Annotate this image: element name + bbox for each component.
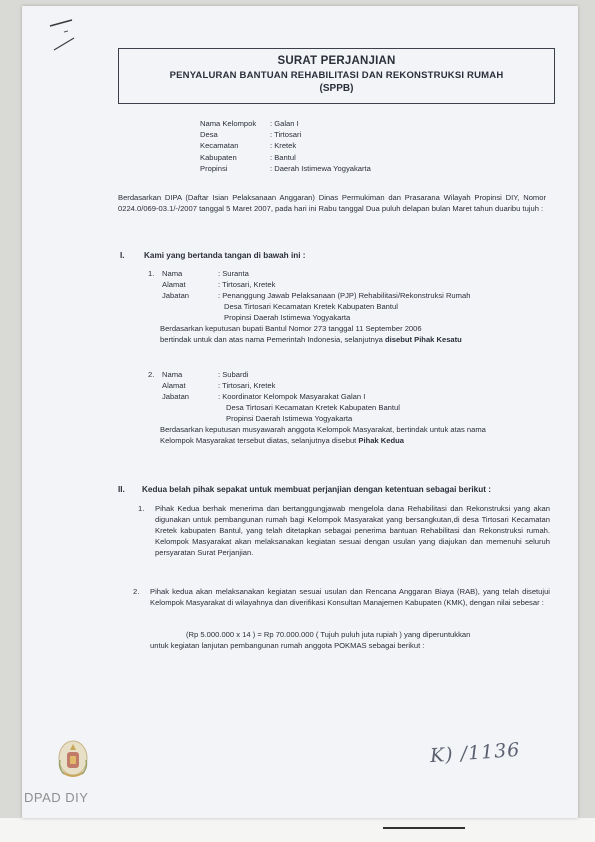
clause-text: Pihak kedua akan melaksanakan kegiatan sesuai usulan dan Rencana Anggaran Biaya (RAB), yang telah disetujui Kelompok Masyarakat di wilayahnya dan diverifikasi Konsultan Manajemen Kabupaten (KMK), dengan nilai sebesar : <box>150 587 550 607</box>
dpad-seal-emblem <box>54 738 92 784</box>
info-value: : Bantul <box>270 152 296 162</box>
party-role-text: bertindak untuk dan atas nama Pemerintah Indonesia, selanjutnya <box>160 335 386 344</box>
party-position-location: Desa Tirtosari Kecamatan Kretek Kabupaten Bantul <box>226 403 400 412</box>
clause-1 <box>138 503 550 558</box>
intro-paragraph: Berdasarkan DIPA (Daftar Isian Pelaksanaan Anggaran) Dinas Permukiman dan Prasarana Wilayah Propinsi DIY, Nomor 0224.0/069-03.1/-/2007 tanggal 5 Maret 2007, pada hari ini Rabu tanggal Dua puluh delapan bulan Maret tahun duaribu tujuh : <box>118 193 546 213</box>
clause-2 <box>133 586 550 608</box>
party-address: : Tirtosari, Kretek <box>218 381 276 390</box>
title-box <box>118 48 555 104</box>
handwritten-archive-code: K) /1136 <box>429 738 522 768</box>
party-position-province: Propinsi Daerah Istimewa Yogyakarta <box>224 313 351 322</box>
document-subtitle: PENYALURAN BANTUAN REHABILITASI DAN REKONSTRUKSI RUMAH <box>169 70 504 81</box>
section-1-heading <box>120 251 306 260</box>
field-label: Nama <box>162 370 183 379</box>
field-label: Jabatan <box>162 291 190 300</box>
bottom-mark <box>383 827 465 829</box>
amount-purpose-line: untuk kegiatan lanjutan pembangunan rumah anggota POKMAS sebagai berikut : <box>150 641 425 650</box>
party-1 <box>148 268 548 345</box>
info-label: Nama Kelompok <box>200 119 257 128</box>
group-info <box>200 118 371 174</box>
info-row <box>200 152 371 163</box>
info-row <box>200 129 371 140</box>
info-label: Kabupaten <box>200 152 237 162</box>
page-bottom-edge <box>0 818 595 842</box>
clause-number: 2. <box>133 587 140 596</box>
party-name: : Subardi <box>218 370 249 379</box>
info-label: Propinsi <box>200 163 228 173</box>
field-label: Nama <box>162 269 183 278</box>
section-number: I. <box>120 251 125 260</box>
archive-watermark: DPAD DIY <box>24 790 89 805</box>
party-address: : Tirtosari, Kretek <box>218 280 276 289</box>
section-title: Kedua belah pihak sepakat untuk membuat perjanjian dengan ketentuan sebagai berikut : <box>142 485 491 494</box>
party-2 <box>148 369 548 446</box>
field-label: Jabatan <box>162 392 190 401</box>
party-position: : Penanggung Jawab Pelaksanaan (PJP) Rehabilitasi/Rekonstruksi Rumah <box>218 291 471 300</box>
info-label: Desa <box>200 130 218 140</box>
party-number: 1. <box>148 269 155 278</box>
section-title: Kami yang bertanda tangan di bawah ini : <box>144 251 306 260</box>
party-name: : Suranta <box>218 269 249 278</box>
document-title: SURAT PERJANJIAN <box>277 55 396 67</box>
party-role: Pihak Kedua <box>358 436 404 445</box>
clause-text: Pihak Kedua berhak menerima dan bertanggungjawab mengelola dana Rehabilitasi dan Rekonstruksi yang akan digunakan untuk pembangunan rumah bagi Kelompok Masyarakat yang bersangkutan,di desa Tirtosari Kecamatan Kretek kabupaten Bantul, yang telah ditetapkan sebagai penerima bantuan Rehabilitasi dan Rekonstruksi rumah. Kelompok Masyarakat akan melaksanakan kegiatan sesuai dengan usulan yang diajukan dan memenuhi seluruh persyaratan Surat Perjanjian. <box>155 504 550 557</box>
info-row <box>200 118 371 129</box>
info-value: : Daerah Istimewa Yogyakarta <box>270 163 371 173</box>
party-number: 2. <box>148 370 155 379</box>
document-code: (SPPB) <box>319 83 354 94</box>
party-position-location: Desa Tirtosari Kecamatan Kretek Kabupaten Bantul <box>224 302 398 311</box>
info-value: : Tirtosari <box>270 130 302 140</box>
party-basis: Berdasarkan keputusan musyawarah anggota Kelompok Masyarakat, bertindak untuk atas nama <box>160 425 486 434</box>
pen-scribble-mark <box>48 18 88 58</box>
info-value: : Kretek <box>270 141 297 151</box>
party-role-text: Kelompok Masyarakat tersebut diatas, selanjutnya disebut <box>160 436 359 445</box>
party-position: : Koordinator Kelompok Masyarakat Galan I <box>218 392 366 401</box>
info-value: : Galan I <box>270 119 299 128</box>
amount-line: (Rp 5.000.000 x 14 ) = Rp 70.000.000 ( Tujuh puluh juta rupiah ) yang diperuntukkan <box>186 630 471 639</box>
party-role: disebut Pihak Kesatu <box>385 335 462 344</box>
field-label: Alamat <box>162 280 186 289</box>
party-basis: Berdasarkan keputusan bupati Bantul Nomor 273 tanggal 11 September 2006 <box>160 324 422 333</box>
info-row <box>200 163 371 174</box>
clause-number: 1. <box>138 504 145 513</box>
info-label: Kecamatan <box>200 141 239 151</box>
party-position-province: Propinsi Daerah Istimewa Yogyakarta <box>226 414 353 423</box>
section-2-heading <box>118 485 491 494</box>
info-row <box>200 140 371 151</box>
section-number: II. <box>118 485 125 494</box>
field-label: Alamat <box>162 381 186 390</box>
